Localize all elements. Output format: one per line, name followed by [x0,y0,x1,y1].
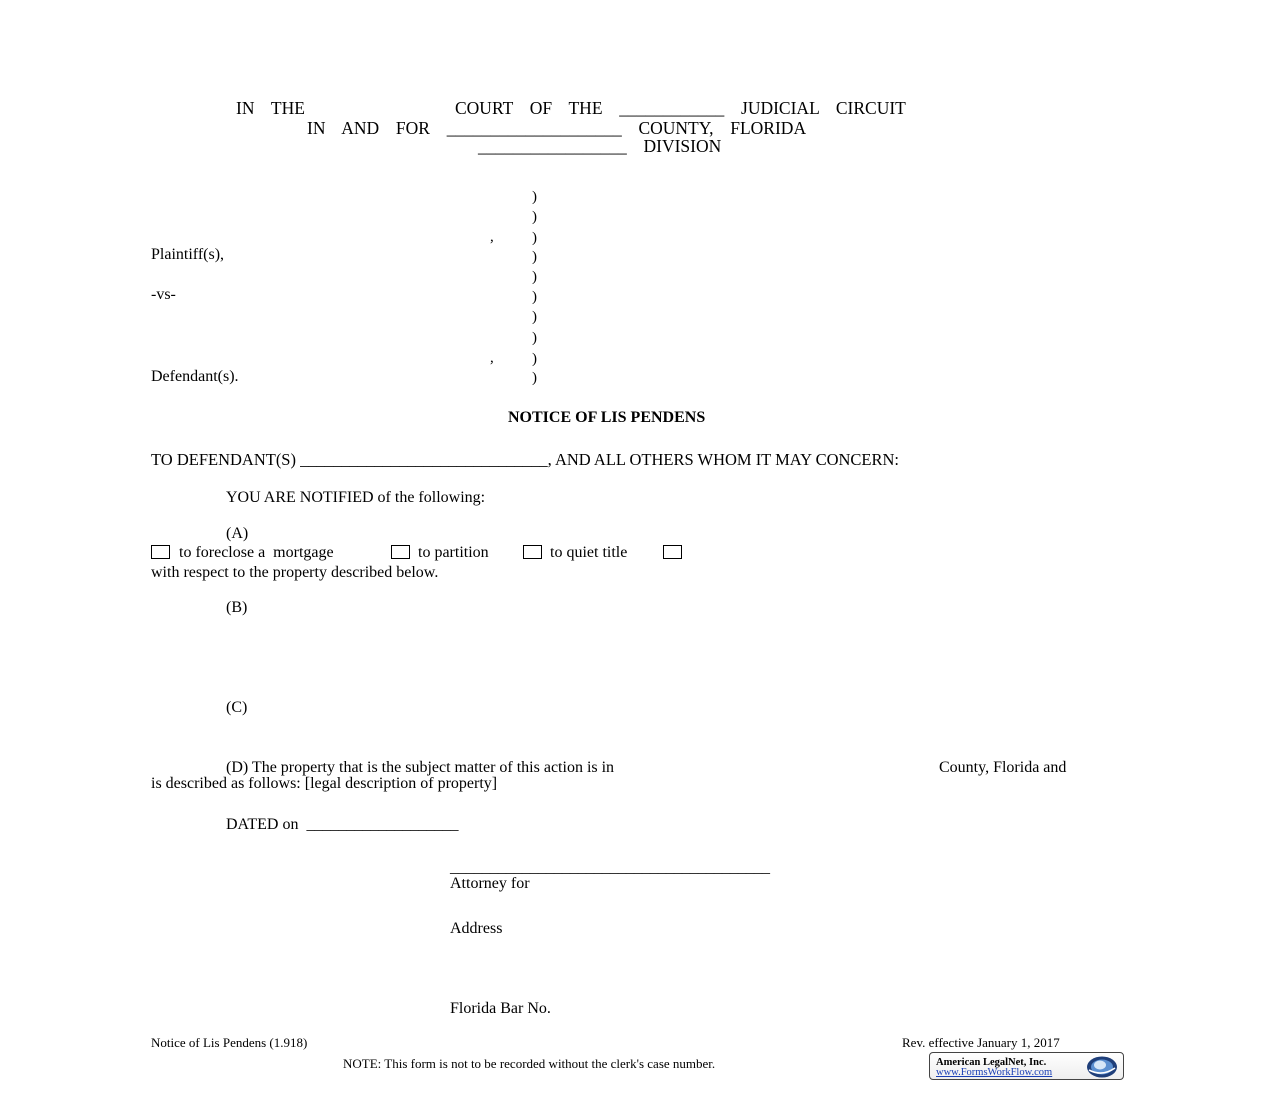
option-quiet-title-label: to quiet title [550,544,628,561]
address-label: Address [450,920,503,937]
document-title: NOTICE OF LIS PENDENS [508,409,706,426]
caption-paren: ) [532,309,537,325]
court-header-line2: IN AND FOR ____________________ COUNTY, FLORIDA [307,118,807,138]
caption-paren: ) [532,370,537,386]
recording-note: NOTE: This form is not to be recorded without the clerk's case number. [343,1056,716,1071]
section-d-county-text: County, Florida and [939,759,1067,776]
caption-comma: , [490,350,494,366]
caption-paren: ) [532,230,537,246]
defendant-label: Defendant(s). [151,368,239,385]
court-header-line3: _________________ DIVISION [478,136,722,156]
option-partition-label: to partition [418,544,489,561]
court-header-line1-a: IN THE [236,98,305,118]
other-action-checkbox[interactable] [663,545,682,559]
partition-checkbox[interactable] [391,545,410,559]
globe-icon [1085,1055,1119,1079]
section-d-continuation: is described as follows: [legal description of property] [151,775,498,792]
section-c-label: (C) [226,699,248,716]
foreclose-checkbox[interactable] [151,545,170,559]
form-name: Notice of Lis Pendens (1.918) [151,1035,308,1050]
versus-label: -vs- [151,286,176,303]
revision-date: Rev. effective January 1, 2017 [902,1035,1060,1050]
notified-line: YOU ARE NOTIFIED of the following: [226,489,486,506]
logo-website-link[interactable]: www.FormsWorkFlow.com [936,1067,1053,1078]
caption-paren: ) [532,351,537,367]
florida-bar-label: Florida Bar No. [450,1000,551,1017]
caption-paren: ) [532,289,537,305]
dated-line: DATED on ___________________ [226,816,459,833]
caption-paren: ) [532,209,537,225]
section-a-continuation: with respect to the property described below. [151,564,439,581]
section-b-label: (B) [226,599,248,616]
option-foreclose-label: to foreclose a mortgage [179,544,334,561]
attorney-for-label: Attorney for [450,875,530,892]
court-header-line1-b: COURT OF THE ____________ JUDICIAL CIRCUIT [455,98,906,118]
legalnet-logo[interactable] [929,1052,1124,1080]
caption-paren: ) [532,249,537,265]
caption-paren: ) [532,269,537,285]
caption-comma: , [490,229,494,245]
logo-company-name: American LegalNet, Inc. [936,1057,1047,1068]
plaintiff-label: Plaintiff(s), [151,246,225,263]
section-d-text: (D) The property that is the subject matter of this action is in [226,759,615,776]
signature-line: ________________________________________ [450,859,770,876]
quiet-title-checkbox[interactable] [523,545,542,559]
section-a-label: (A) [226,525,249,542]
addressee-line: TO DEFENDANT(S) ______________________________, AND ALL OTHERS WHOM IT MAY CONCERN: [151,450,900,469]
caption-paren: ) [532,330,537,346]
caption-paren: ) [532,189,537,205]
